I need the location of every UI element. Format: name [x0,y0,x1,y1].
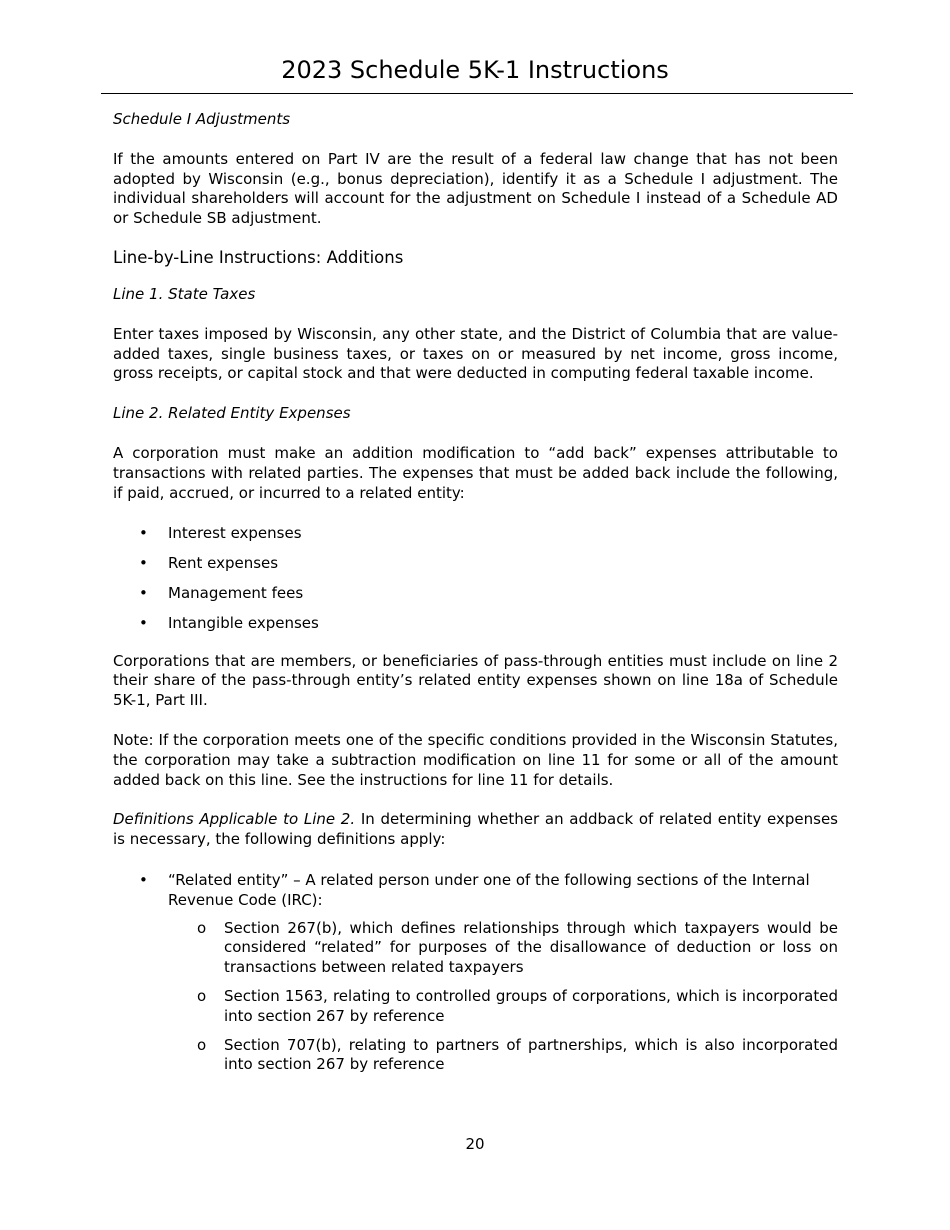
list-item [113,919,838,978]
list-item-label: Intangible expenses [168,613,319,632]
related-entity-text: “Related entity” – A related person under one of the following sections of the Internal Revenue Code (IRC): [168,870,810,909]
document-body [113,108,838,1075]
line1-heading: Line 1. State Taxes [113,284,256,303]
circle-bullet-icon: o [197,918,207,937]
list-item [113,614,838,634]
circle-bullet-icon: o [197,986,207,1005]
schedule-i-heading: Schedule I Adjustments [113,110,291,128]
list-item-label: Management fees [168,583,304,602]
line2-intro: A corporation must make an addition modification to “add back” expenses attributable to transactions with related parties. The expenses that must be added back include the following, if paid, accrued, or incurred to a related entity: [113,443,838,502]
note-text: If the corporation meets one of the specific conditions provided in the Wisconsin Statutes, the corporation may take a subtraction modification on line 11 for some or all of the amount added back on this line. See the instructions for line 11 for details. [113,730,838,789]
page-title: 2023 Schedule 5K-1 Instructions [281,56,669,84]
page-number: 20 [465,1135,485,1153]
definitions-list [113,871,838,911]
list-item [113,554,838,574]
circle-bullet-icon: o [197,1035,207,1054]
list-item-label: Section 1563, relating to controlled groups of corporations, which is incorporated into section 267 by reference [224,986,838,1025]
list-item [113,524,838,544]
definitions-text: In determining whether an addback of related entity expenses is necessary, the following definitions apply: [113,810,838,849]
line1-text: Enter taxes imposed by Wisconsin, any other state, and the District of Columbia that are value-added taxes, single business taxes, or taxes on or measured by net income, gross income, gross receipts, or capital stock and that were deducted in computing federal taxable income. [113,324,838,383]
list-item [113,584,838,604]
definitions-paragraph [113,810,838,850]
definitions-label: Definitions Applicable to Line 2. [113,810,356,829]
list-item [113,987,838,1027]
note-label: Note: [113,730,154,749]
note-paragraph [113,731,838,790]
line2-heading: Line 2. Related Entity Expenses [113,404,351,423]
expense-list [113,524,838,633]
list-item-label: Interest expenses [168,524,302,543]
members-text: Corporations that are members, or beneficiaries of pass-through entities must include on line 2 their share of the pass-through entity’s related entity expenses shown on line 18a of Schedule 5K-1, Part III. [113,651,838,710]
schedule-i-text: If the amounts entered on Part IV are the result of a federal law change that has not been adopted by Wisconsin (e.g., bonus depreciation), identify it as a Schedule I adjustment. The individual shareholders will account for the adjustment on Schedule I instead of a Schedule AD or Schedule SB adjustment. [113,149,838,228]
list-item [113,871,838,911]
additions-heading: Line-by-Line Instructions: Additions [113,247,404,267]
bullet-icon: • [139,524,148,543]
list-item-label: Section 707(b), relating to partners of partnerships, which is also incorporated into section 267 by reference [224,1035,838,1074]
irc-sections-list [113,919,838,1076]
list-item-label: Rent expenses [168,554,279,573]
bullet-icon: • [139,870,148,889]
bullet-icon: • [139,554,148,573]
list-item-label: Section 267(b), which defines relationships through which taxpayers would be considered “related” for purposes of the disallowance of deduction or loss on transactions between related taxpayers [224,918,838,977]
bullet-icon: • [139,613,148,632]
list-item [113,1036,838,1076]
header-divider [101,93,853,94]
bullet-icon: • [139,583,148,602]
